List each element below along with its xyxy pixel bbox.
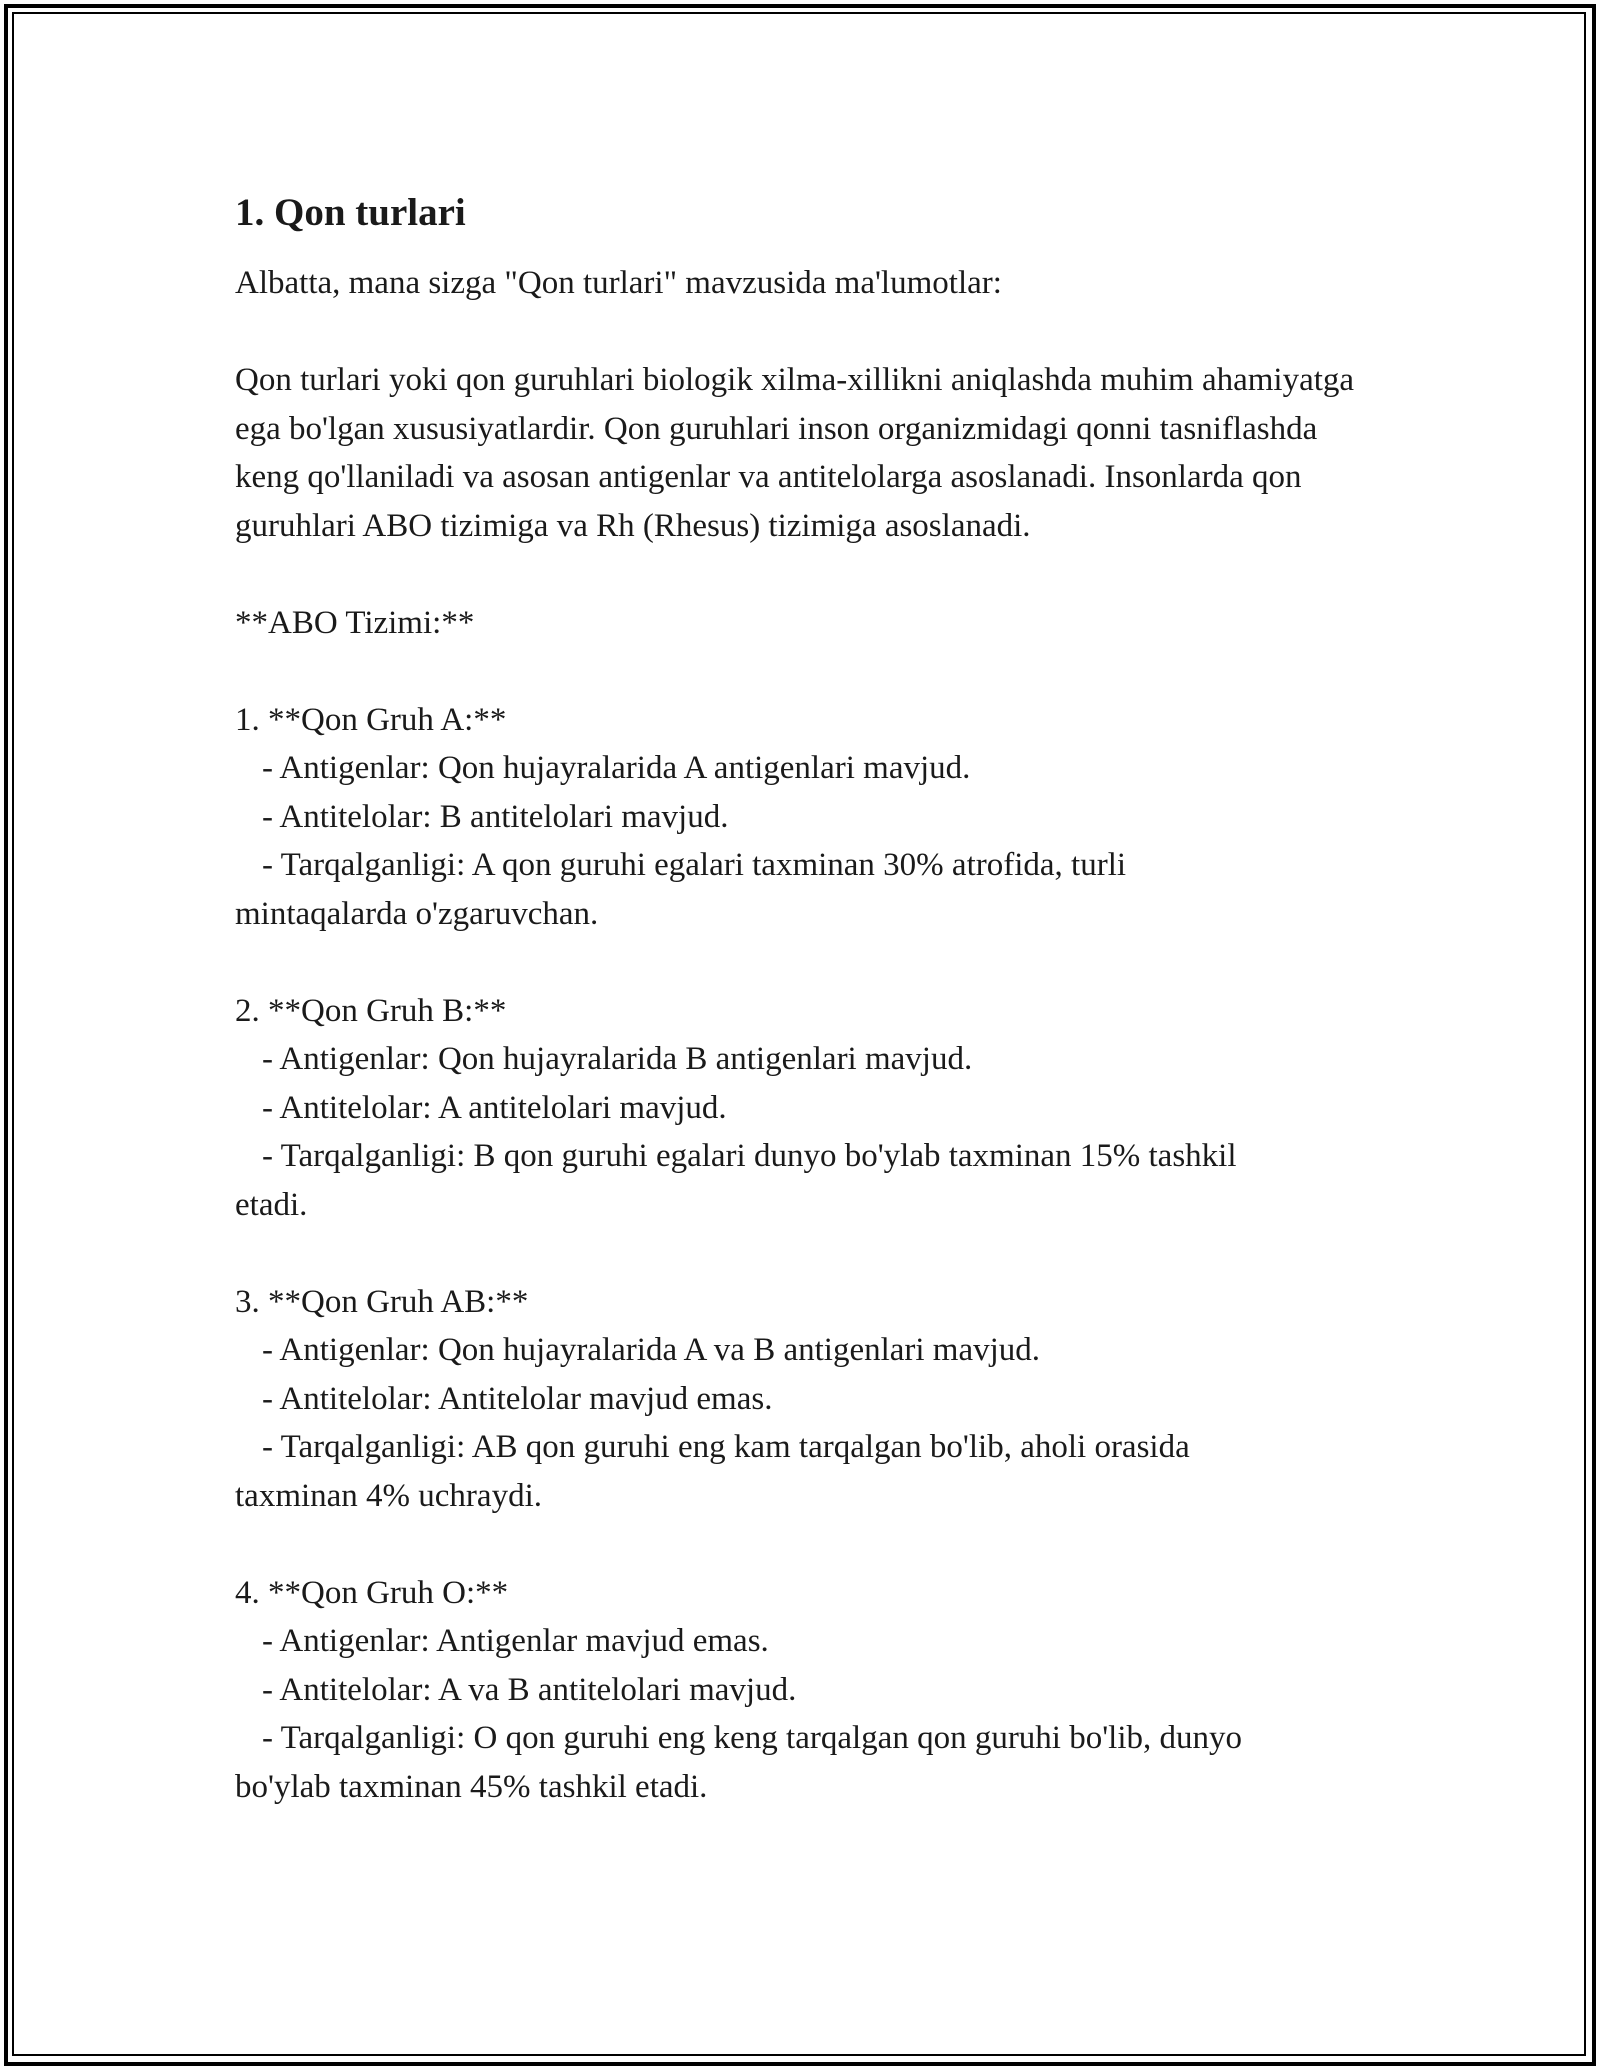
- group-heading: 4. **Qon Gruh O:**: [235, 1574, 509, 1611]
- group-antibodies: - Antitelolar: B antitelolari mavjud.: [262, 798, 729, 835]
- paragraph-spacer: [235, 647, 1385, 696]
- blood-group-ab: [235, 1278, 1385, 1521]
- paragraph-spacer: [235, 550, 1385, 599]
- group-antigens: - Antigenlar: Qon hujayralarida A antigenlari mavjud.: [262, 750, 971, 786]
- blood-group-o: [235, 1569, 1385, 1812]
- group-spread-continued: taxminan 4% uchraydi.: [235, 1477, 542, 1514]
- group-spread-continued: etadi.: [235, 1186, 308, 1223]
- group-spread-continued: mintaqalarda o'zgaruvchan.: [235, 895, 599, 932]
- paragraph-spacer: [235, 938, 1385, 987]
- paragraph-spacer: [235, 1229, 1385, 1278]
- group-spread: - Tarqalganligi: B qon guruhi egalari dunyo bo'ylab taxminan 15% tashkil: [262, 1138, 1237, 1174]
- group-heading: 2. **Qon Gruh B:**: [235, 992, 507, 1029]
- blood-group-b: [235, 987, 1385, 1230]
- document-title: 1. Qon turlari: [235, 191, 466, 234]
- paragraph-spacer: [235, 1520, 1385, 1569]
- group-heading: 1. **Qon Gruh A:**: [235, 701, 507, 738]
- blood-group-a: [235, 696, 1385, 939]
- abo-system-heading: **ABO Tizimi:**: [235, 604, 475, 641]
- group-spread: - Tarqalganligi: AB qon guruhi eng kam tarqalgan bo'lib, aholi orasida: [262, 1429, 1190, 1465]
- paragraph-spacer: [235, 308, 1385, 357]
- group-heading: 3. **Qon Gruh AB:**: [235, 1283, 529, 1320]
- group-antibodies: - Antitelolar: A antitelolari mavjud.: [262, 1089, 727, 1126]
- overview-paragraph: Qon turlari yoki qon guruhlari biologik xilma-xillikni aniqlashda muhim ahamiyatga ega bo'lgan xususiyatlardir. Qon guruhlari inson organizmidagi qonni tasniflashda keng qo'llaniladi va asosan antigenlar va antitelolarga asoslanadi. Insonlarda qon guruhlari ABO tizimiga va Rh (Rhesus) tizimiga asoslanadi.: [235, 362, 1363, 544]
- document-body: [235, 185, 1385, 1811]
- group-spread: - Tarqalganligi: O qon guruhi eng keng tarqalgan qon guruhi bo'lib, dunyo: [262, 1720, 1243, 1756]
- group-antibodies: - Antitelolar: Antitelolar mavjud emas.: [262, 1380, 773, 1417]
- group-antigens: - Antigenlar: Qon hujayralarida B antigenlari mavjud.: [262, 1041, 973, 1077]
- group-antigens: - Antigenlar: Qon hujayralarida A va B antigenlari mavjud.: [262, 1332, 1041, 1368]
- intro-paragraph: Albatta, mana sizga "Qon turlari" mavzusida ma'lumotlar:: [235, 265, 1002, 301]
- group-spread: - Tarqalganligi: A qon guruhi egalari taxminan 30% atrofida, turli: [262, 847, 1127, 883]
- group-spread-continued: bo'ylab taxminan 45% tashkil etadi.: [235, 1768, 708, 1805]
- group-antibodies: - Antitelolar: A va B antitelolari mavjud.: [262, 1671, 797, 1708]
- group-antigens: - Antigenlar: Antigenlar mavjud emas.: [262, 1623, 769, 1659]
